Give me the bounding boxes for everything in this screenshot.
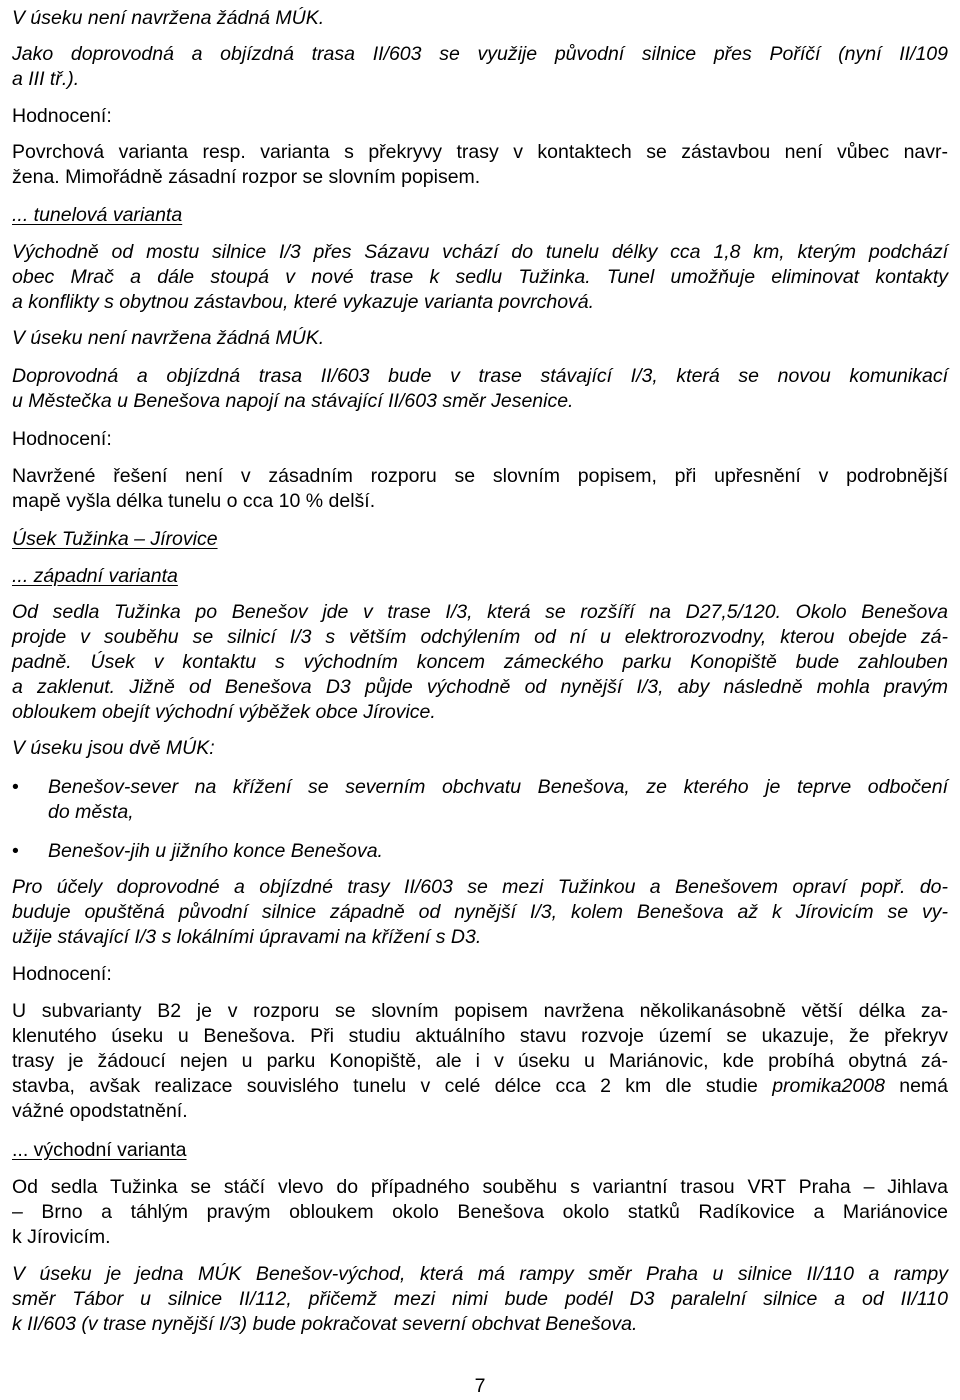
- paragraph-line: padně. Úsek v kontaktu s východním koncem zámeckého parku Konopiště bude zahlouben: [12, 651, 948, 673]
- paragraph-line: obec Mrač a dále stoupá v nové trase k sedlu Tužinka. Tunel umožňuje eliminovat kontakty: [12, 266, 948, 288]
- paragraph-line: Jako doprovodná a objízdná trasa II/603 se využije původní silnice přes Poříčí (nyní II/109: [12, 43, 948, 65]
- list-item: Benešov-jih u jižního konce Benešova.: [48, 840, 383, 862]
- paragraph-line: k II/603 (v trase nynější I/3) bude pokračovat severní obchvat Benešova.: [12, 1313, 638, 1335]
- paragraph-line: Povrchová varianta resp. varianta s překryvy trasy v kontaktech se zástavbou není vůbec navr-: [12, 141, 948, 163]
- paragraph-line: obloukem obejít východní výběžek obce Jírovice.: [12, 701, 436, 723]
- paragraph-line: V úseku jsou dvě MÚK:: [12, 737, 215, 759]
- paragraph-line: mapě vyšla délka tunelu o cca 10 % delší.: [12, 490, 376, 512]
- paragraph-line: u Městečka u Benešova napojí na stávající II/603 směr Jesenice.: [12, 390, 574, 412]
- section-heading: Hodnocení:: [12, 428, 112, 450]
- bullet-symbol: •: [12, 840, 19, 862]
- study-name: promika2008: [772, 1075, 885, 1097]
- paragraph-line: k Jírovicím.: [12, 1226, 111, 1248]
- subsection-heading: ... východní varianta: [12, 1139, 187, 1161]
- paragraph-line: V úseku není navržena žádná MÚK.: [12, 327, 325, 349]
- section-title: Úsek Tužinka – Jírovice: [12, 528, 218, 550]
- paragraph-text: nemá: [899, 1075, 949, 1097]
- page-number: 7: [474, 1375, 486, 1397]
- paragraph-line: Navržené řešení není v zásadním rozporu se slovním popisem, při upřesnění v podrobnější: [12, 465, 948, 487]
- paragraph-line: buduje opuštěná původní silnice západně od nynější I/3, kolem Benešova až k Jírovicím se vy-: [12, 901, 948, 923]
- paragraph-line: klenutého úseku u Benešova. Při studiu aktuálního stavu rozvoje území se ukazuje, že překryv: [12, 1025, 948, 1047]
- list-item-continuation: do města,: [48, 801, 134, 823]
- paragraph-line: Od sedla Tužinka po Benešov jde v trase I/3, která se rozšíří na D27,5/120. Okolo Benešova: [12, 601, 948, 623]
- list-item: Benešov-sever na křížení se severním obchvatu Benešova, ze kterého je teprve odbočení: [48, 776, 948, 798]
- paragraph-line: a konflikty s obytnou zástavbou, které vykazuje varianta povrchová.: [12, 291, 595, 313]
- section-heading: Hodnocení:: [12, 105, 112, 127]
- paragraph-line: a zaklenut. Jižně od Benešova D3 půjde východně od nynější I/3, aby následně mohla pravým: [12, 676, 948, 698]
- paragraph-line: užije stávající I/3 s lokálními úpravami na křížení s D3.: [12, 926, 482, 948]
- paragraph-text: stavba, avšak realizace souvislého tunelu v celé délce cca 2 km dle studie: [12, 1075, 758, 1097]
- paragraph-line: Doprovodná a objízdná trasa II/603 bude v trase stávající I/3, která se novou komunikací: [12, 365, 948, 387]
- paragraph-line: [12, 1074, 948, 1100]
- paragraph-line: – Brno a táhlým pravým obloukem okolo Benešova okolo statků Radíkovice a Mariánovice: [12, 1201, 948, 1223]
- paragraph-line: U subvarianty B2 je v rozporu se slovním popisem navržena několikanásobně větší délka za-: [12, 1000, 948, 1022]
- paragraph-line: V úseku není navržena žádná MÚK.: [12, 7, 325, 29]
- paragraph-line: V úseku je jedna MÚK Benešov-východ, která má rampy směr Praha u silnice II/110 a rampy: [12, 1263, 948, 1285]
- paragraph-line: Od sedla Tužinka se stáčí vlevo do případného souběhu s variantní trasou VRT Praha – Jihlava: [12, 1176, 948, 1198]
- subsection-heading: ... západní varianta: [12, 565, 178, 587]
- paragraph-line: Pro účely doprovodné a objízdné trasy II/603 se mezi Tužinkou a Benešovem opraví popř. do-: [12, 876, 948, 898]
- paragraph-line: trasy je žádoucí nejen u parku Konopiště, ale i v úseku u Mariánovic, kde probíhá obytná zá-: [12, 1050, 948, 1072]
- subsection-heading: ... tunelová varianta: [12, 204, 183, 226]
- paragraph-line: projde v souběhu se silnicí I/3 s větším odchýlením od ní u elektrorozvodny, kterou obejde zá-: [12, 626, 948, 648]
- paragraph-line: vážné opodstatnění.: [12, 1100, 188, 1122]
- paragraph-line: a III tř.).: [12, 68, 80, 90]
- paragraph-line: Východně od mostu silnice I/3 přes Sázavu vchází do tunelu délky cca 1,8 km, kterým podchází: [12, 241, 948, 263]
- section-heading: Hodnocení:: [12, 963, 112, 985]
- paragraph-line: směr Tábor u silnice II/112, přičemž mezi nimi bude podél D3 paralelní silnice a od II/110: [12, 1288, 948, 1310]
- paragraph-line: žena. Mimořádně zásadní rozpor se slovním popisem.: [12, 166, 481, 188]
- bullet-symbol: •: [12, 776, 19, 798]
